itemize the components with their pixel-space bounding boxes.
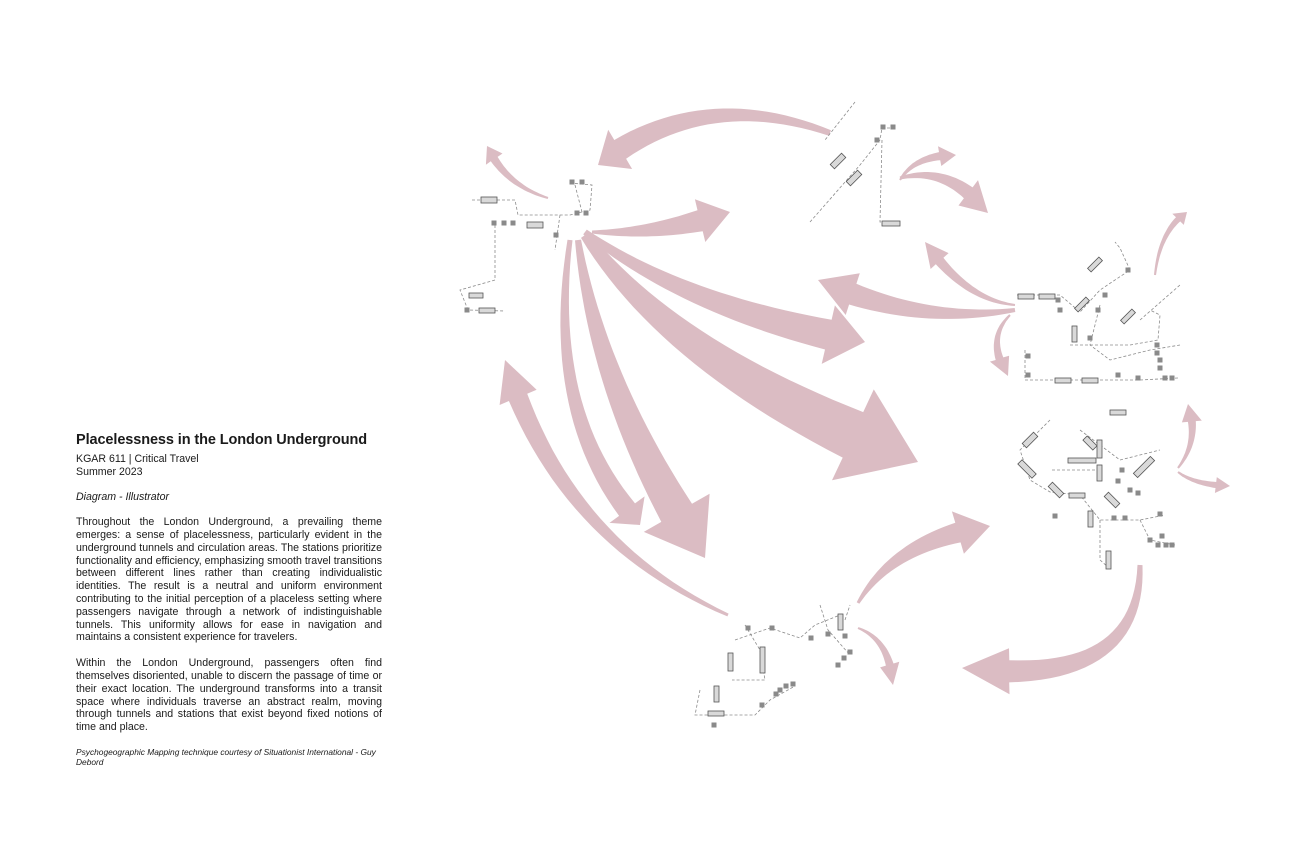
station-plan	[695, 605, 853, 728]
flow-arrow	[990, 314, 1011, 376]
platform-block	[1133, 456, 1154, 477]
credit-note: Psychogeographic Mapping technique courtesy of Situationist International - Guy Debord	[76, 746, 376, 767]
tunnel-path	[1017, 242, 1130, 312]
flow-arrow	[1154, 212, 1187, 275]
node-block	[774, 692, 779, 697]
node-block	[1136, 491, 1141, 496]
course-line: KGAR 611 | Critical Travel	[76, 453, 199, 465]
node-block	[1170, 543, 1175, 548]
platform-block	[714, 686, 719, 702]
platform-block	[760, 647, 765, 673]
platform-block	[1072, 326, 1077, 342]
platform-block	[1110, 410, 1126, 415]
platform-block	[1039, 294, 1055, 299]
tunnel-path	[825, 102, 855, 140]
flow-arrow	[486, 146, 548, 199]
node-block	[1160, 534, 1165, 539]
node-block	[1156, 543, 1161, 548]
node-block	[554, 233, 559, 238]
node-block	[1120, 468, 1125, 473]
platform-block	[1048, 482, 1064, 498]
page-title: Placelessness in the London Underground	[76, 432, 367, 448]
node-block	[1026, 373, 1031, 378]
node-block	[770, 626, 775, 631]
node-block	[1136, 376, 1141, 381]
node-block	[1088, 336, 1093, 341]
node-block	[875, 138, 880, 143]
node-block	[1116, 373, 1121, 378]
node-block	[881, 125, 886, 130]
node-block	[760, 703, 765, 708]
tunnel-path	[845, 605, 850, 620]
term-line: Summer 2023	[76, 465, 143, 478]
station-plan	[810, 102, 900, 226]
node-block	[1126, 268, 1131, 273]
platform-block	[1068, 458, 1096, 463]
platform-block	[1018, 294, 1034, 299]
node-block	[1116, 479, 1121, 484]
node-block	[492, 221, 497, 226]
node-block	[1058, 308, 1063, 313]
platform-block	[1069, 493, 1085, 498]
flow-arrow	[925, 242, 1015, 306]
platform-block	[479, 308, 495, 313]
medium-label: Diagram - Illustrator	[76, 491, 170, 504]
node-block	[580, 180, 585, 185]
node-block	[746, 626, 751, 631]
arrow-group	[486, 109, 1230, 695]
flow-arrow	[962, 565, 1143, 694]
station-plan	[460, 180, 592, 314]
platform-block	[708, 711, 724, 716]
platform-block	[1121, 309, 1136, 324]
platform-block	[830, 153, 846, 169]
node-block	[465, 308, 470, 313]
node-block	[1112, 516, 1117, 521]
flow-arrow	[1177, 471, 1230, 493]
tunnel-path	[820, 605, 850, 655]
description-paragraph-1: Throughout the London Underground, a prevailing theme emerges: a sense of placelessness, particularly evident in the underground tunnels and circulation areas. The stations prioritize functionality and efficiency, emphasizing smooth travel transitions between different lines rather than creating individualistic identities. The result is a neutral and uniform environment contributing to the initial perception of a placeless setting where passengers navigate through a network of indistinguishable tunnels. This uniformity allows for ease in navigation and maintains a consistent experience for travelers.	[76, 516, 382, 644]
platform-block	[1104, 492, 1120, 508]
node-block	[1128, 488, 1133, 493]
node-block	[1158, 358, 1163, 363]
node-block	[848, 650, 853, 655]
node-block	[891, 125, 896, 130]
node-block	[1163, 376, 1168, 381]
tunnel-path	[1070, 310, 1160, 345]
platform-block	[1083, 436, 1097, 450]
platform-block	[728, 653, 733, 671]
node-block	[1158, 512, 1163, 517]
tunnel-path	[1140, 285, 1180, 320]
node-block	[575, 211, 580, 216]
node-block	[1148, 538, 1153, 543]
node-block	[570, 180, 575, 185]
platform-block	[1018, 460, 1036, 478]
node-block	[1103, 293, 1108, 298]
node-block	[826, 632, 831, 637]
node-block	[791, 682, 796, 687]
node-block	[1026, 354, 1031, 359]
tunnel-path	[575, 185, 582, 212]
tunnel-path	[880, 140, 898, 222]
flow-arrow	[592, 199, 730, 242]
node-block	[842, 656, 847, 661]
platform-block	[1106, 551, 1111, 569]
node-block	[1053, 514, 1058, 519]
node-block	[502, 221, 507, 226]
flow-arrow	[857, 511, 990, 603]
node-block	[511, 221, 516, 226]
node-block	[1155, 351, 1160, 356]
platform-block	[1022, 432, 1038, 448]
platform-block	[1088, 257, 1103, 272]
node-block	[843, 634, 848, 639]
node-block	[712, 723, 717, 728]
node-block	[1096, 308, 1101, 313]
flow-arrow	[900, 172, 988, 213]
node-block	[784, 684, 789, 689]
station-plan	[1018, 410, 1175, 569]
tunnel-path	[1140, 520, 1175, 545]
platform-block	[838, 614, 843, 630]
platform-block	[1055, 378, 1071, 383]
platform-block	[1097, 440, 1102, 458]
platform-block	[846, 170, 862, 186]
node-block	[836, 663, 841, 668]
platform-block	[527, 222, 543, 228]
node-block	[1155, 343, 1160, 348]
tunnel-path	[735, 615, 840, 640]
description-paragraph-2: Within the London Underground, passengers often find themselves disoriented, unable to discern the passage of time or their exact location. The underground transforms into a transit space where individuals traverse an abstract realm, moving through tunnels and stations that exist beyond fixed notions of time and place.	[76, 657, 382, 734]
platform-block	[1088, 511, 1093, 527]
node-block	[1123, 516, 1128, 521]
flow-arrow	[598, 109, 831, 170]
platform-block	[481, 197, 497, 203]
node-block	[1158, 366, 1163, 371]
platform-block	[1082, 378, 1098, 383]
node-block	[809, 636, 814, 641]
node-block	[1164, 543, 1169, 548]
platform-block	[469, 293, 483, 298]
node-block	[584, 211, 589, 216]
node-block	[1170, 376, 1175, 381]
platform-block	[1097, 465, 1102, 481]
platform-block	[882, 221, 900, 226]
node-block	[1056, 298, 1061, 303]
flow-arrow	[858, 627, 900, 685]
flow-arrow	[1177, 404, 1202, 469]
